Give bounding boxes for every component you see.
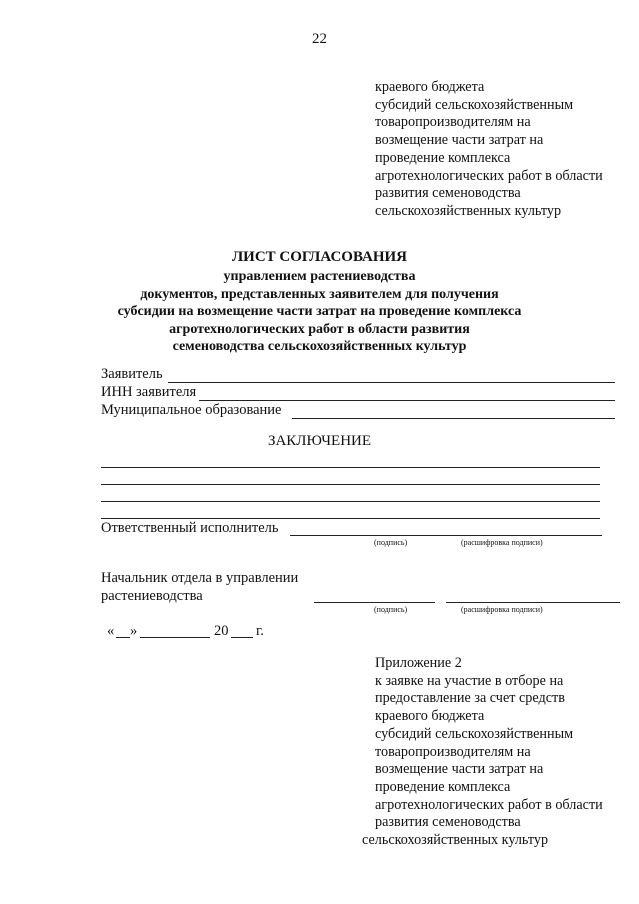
conclusion-line[interactable] bbox=[101, 484, 600, 485]
appendix-line: субсидий сельскохозяйственным bbox=[375, 725, 574, 742]
top-block-line: товаропроизводителям на bbox=[375, 114, 531, 131]
head-signature-hint: (подпись) bbox=[374, 605, 408, 614]
subtitle-line: субсидии на возмещение части затрат на проведение комплекса bbox=[117, 304, 522, 319]
top-block-line: развития семеноводства bbox=[375, 185, 521, 202]
conclusion-heading: ЗАКЛЮЧЕНИЕ bbox=[267, 433, 372, 449]
appendix-line: развития семеноводства bbox=[375, 814, 521, 831]
subtitle-line: документов, представленных заявителем для получения bbox=[140, 286, 499, 302]
head-decode-hint: (расшифровка подписи) bbox=[461, 605, 543, 614]
conclusion-line[interactable] bbox=[101, 501, 600, 502]
inn-label: ИНН заявителя bbox=[101, 384, 197, 400]
date-day-line[interactable] bbox=[116, 637, 130, 638]
head-label-line1: Начальник отдела в управлении bbox=[101, 570, 299, 586]
top-block-line: проведение комплекса bbox=[375, 149, 511, 166]
date-month-line[interactable] bbox=[140, 637, 210, 638]
appendix-line: предоставление за счет средств bbox=[375, 690, 565, 707]
date-close-quote: » bbox=[130, 623, 138, 639]
top-block-line: краевого бюджета bbox=[375, 79, 485, 95]
date-year-line[interactable] bbox=[231, 637, 253, 638]
head-signature-line[interactable] bbox=[314, 602, 435, 603]
top-block-line: сельскохозяйственных культур bbox=[375, 202, 562, 219]
page-number: 22 bbox=[312, 31, 327, 47]
head-label-line2: растениеводства bbox=[101, 588, 203, 604]
document-subtitle bbox=[0, 268, 639, 356]
appendix-heading: Приложение 2 bbox=[375, 655, 462, 671]
top-continuation-block bbox=[375, 79, 603, 221]
appendix-line: краевого бюджета bbox=[375, 708, 485, 725]
appendix-line: товаропроизводителям на bbox=[375, 743, 531, 760]
date-year-suffix: г. bbox=[256, 623, 264, 639]
head-decode-line[interactable] bbox=[446, 602, 620, 603]
appendix-line: проведение комплекса bbox=[375, 778, 511, 795]
date-year-prefix: 20 bbox=[214, 623, 229, 639]
top-block-line: возмещение части затрат на bbox=[375, 132, 544, 149]
municipality-label: Муниципальное образование bbox=[101, 402, 282, 418]
document-title: ЛИСТ СОГЛАСОВАНИЯ bbox=[231, 249, 408, 265]
responsible-signature-hint: (подпись) bbox=[374, 538, 408, 547]
appendix-line: возмещение части затрат на bbox=[375, 761, 544, 778]
conclusion-line[interactable] bbox=[101, 518, 600, 519]
municipality-field-line[interactable] bbox=[292, 418, 615, 419]
applicant-label: Заявитель bbox=[101, 366, 163, 382]
responsible-label: Ответственный исполнитель bbox=[101, 520, 279, 536]
inn-field-line[interactable] bbox=[199, 400, 615, 401]
subtitle-line: управлением растениеводства bbox=[223, 269, 416, 284]
appendix-line: сельскохозяйственных культур bbox=[362, 832, 549, 849]
responsible-decode-hint: (расшифровка подписи) bbox=[461, 538, 543, 547]
applicant-field-line[interactable] bbox=[168, 382, 615, 383]
date-open-quote: « bbox=[107, 623, 115, 639]
top-block-line: агротехнологических работ в области bbox=[375, 167, 603, 184]
subtitle-line: агротехнологических работ в области развития bbox=[169, 321, 470, 337]
conclusion-line[interactable] bbox=[101, 467, 600, 468]
appendix-block bbox=[362, 655, 603, 850]
responsible-signature-line[interactable] bbox=[290, 535, 602, 536]
subtitle-line: семеноводства сельскохозяйственных культур bbox=[172, 339, 467, 354]
appendix-line: к заявке на участие в отборе на bbox=[375, 672, 564, 689]
appendix-line: агротехнологических работ в области bbox=[375, 796, 603, 813]
top-block-line: субсидий сельскохозяйственным bbox=[375, 96, 574, 113]
